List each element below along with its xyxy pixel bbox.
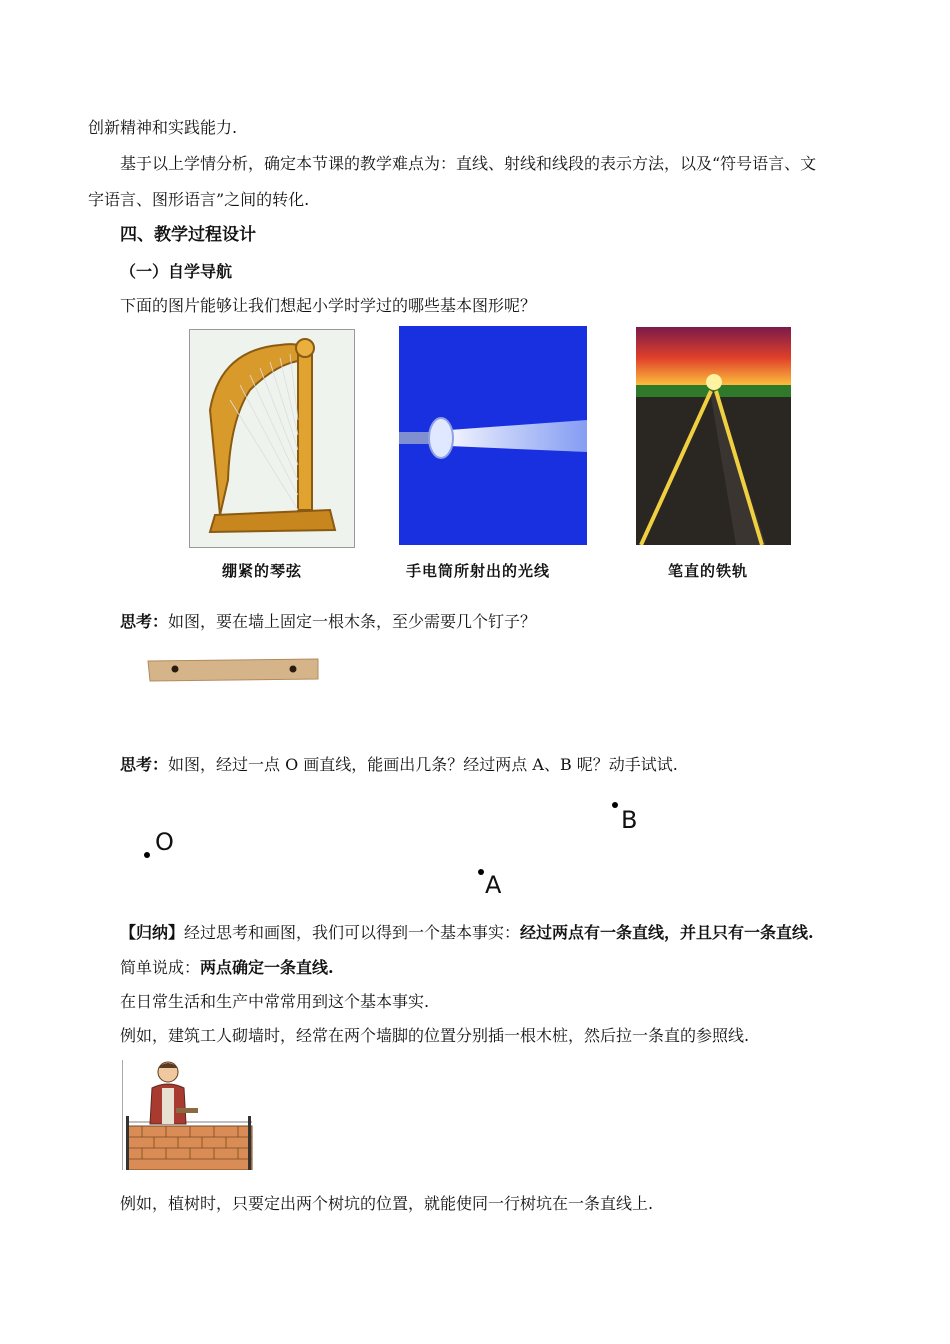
railway-image xyxy=(636,327,791,545)
wood-strip-image xyxy=(146,657,320,683)
paragraph-1: 创新精神和实践能力. xyxy=(88,118,238,137)
harp-illustration xyxy=(190,330,354,547)
example-2-paragraph: 例如，植树时，只要定出两个树坑的位置，就能使同一行树坑在一条直线上. xyxy=(120,1194,654,1213)
think-text-1: 如图，要在墙上固定一根木条，至少需要几个钉子？ xyxy=(168,612,537,631)
harp-caption: 绷紧的琴弦 xyxy=(222,562,303,580)
think-label-2: 思考： xyxy=(120,755,169,774)
paragraph-2b: 字语言、图形语言”之间的转化. xyxy=(88,190,310,209)
summary-paragraph xyxy=(120,923,814,943)
bricklayer-image xyxy=(122,1058,254,1170)
simple-statement xyxy=(120,958,334,978)
simple-label: 简单说成： xyxy=(120,958,201,977)
think-question-1 xyxy=(120,612,536,632)
think-label-1: 思考： xyxy=(120,612,169,631)
summary-fact: 经过两点有一条直线，并且只有一条直线. xyxy=(520,923,814,942)
harp-image xyxy=(189,329,355,548)
subsection-heading: （一）自学导航 xyxy=(120,262,233,281)
daily-use-paragraph: 在日常生活和生产中常常用到这个基本事实. xyxy=(120,992,430,1011)
summary-label: 【归纳】 xyxy=(120,923,185,942)
think-question-2 xyxy=(120,755,678,775)
railway-caption: 笔直的铁轨 xyxy=(668,562,749,580)
flashlight-image xyxy=(399,326,587,545)
summary-text: 经过思考和画图，我们可以得到一个基本事实： xyxy=(184,923,521,942)
point-o-label: O xyxy=(155,828,174,856)
question-basic-shapes: 下面的图片能够让我们想起小学时学过的哪些基本图形呢？ xyxy=(120,296,537,315)
point-o-dot xyxy=(144,852,150,858)
section-heading: 四、教学过程设计 xyxy=(120,225,256,245)
flashlight-illustration xyxy=(399,326,587,545)
point-b-dot xyxy=(612,802,618,808)
example-1-paragraph: 例如，建筑工人砌墙时，经常在两个墙脚的位置分别插一根木桩，然后拉一条直的参照线. xyxy=(120,1026,750,1045)
railway-illustration xyxy=(636,327,791,545)
think-text-2: 如图，经过一点 O 画直线，能画出几条？经过两点 A、B 呢？动手试试. xyxy=(168,755,678,774)
flashlight-caption: 手电筒所射出的光线 xyxy=(406,562,551,580)
wood-strip-illustration xyxy=(146,657,320,683)
point-b-label: B xyxy=(621,806,638,834)
simple-fact: 两点确定一条直线. xyxy=(200,958,334,977)
paragraph-2a: 基于以上学情分析，确定本节课的教学难点为：直线、射线和线段的表示方法，以及“符号语言、文 xyxy=(120,154,817,173)
point-a-label: A xyxy=(485,871,502,899)
point-a-dot xyxy=(478,869,484,875)
bricklayer-illustration xyxy=(122,1058,254,1170)
